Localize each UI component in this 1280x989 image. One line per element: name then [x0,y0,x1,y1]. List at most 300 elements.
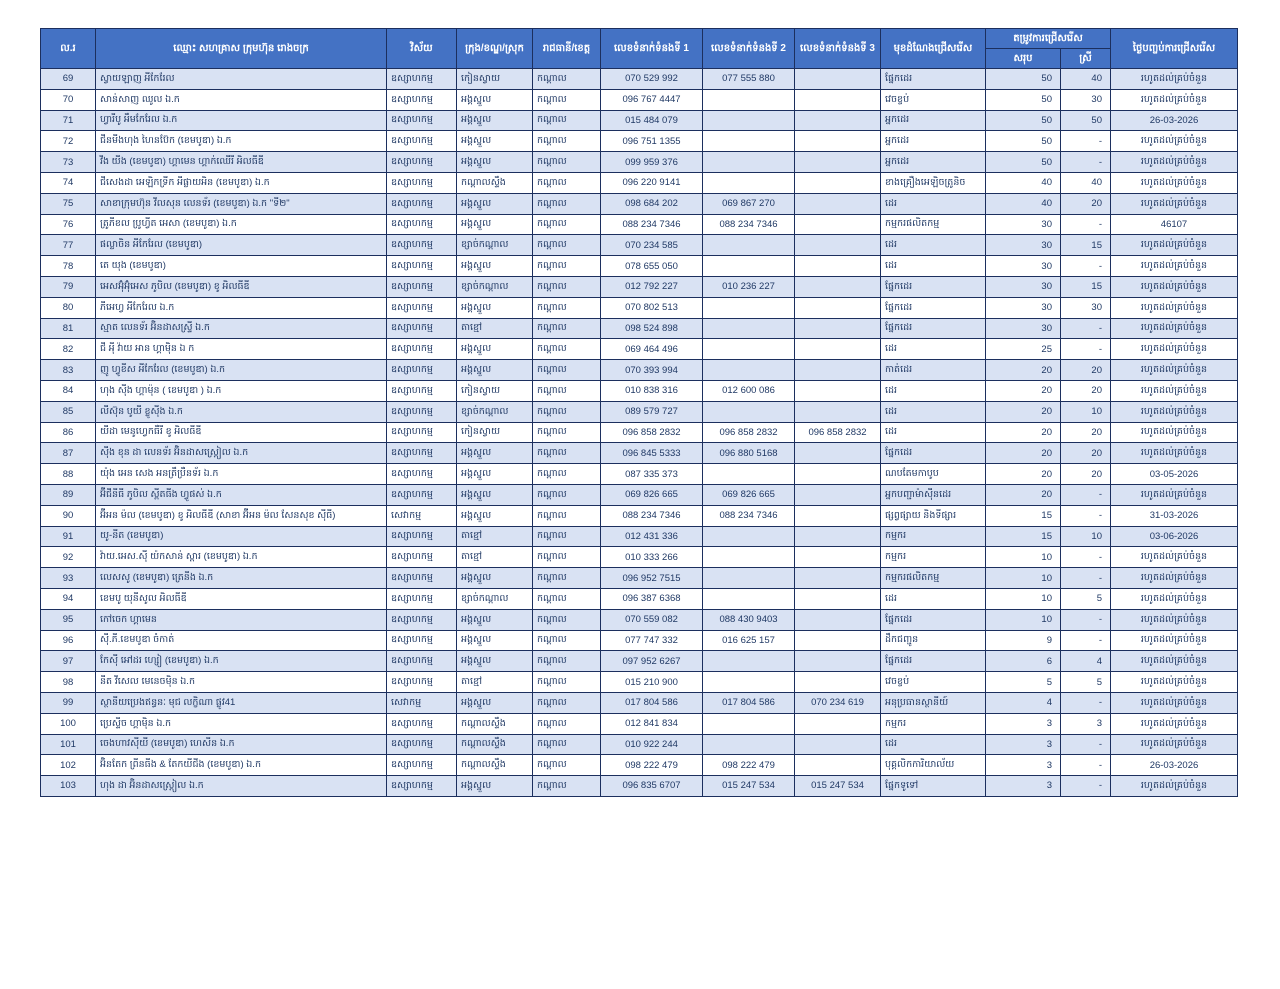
cell-need_total: 10 [986,547,1061,568]
cell-province: កណ្តាល [533,630,601,651]
cell-district: តាខ្មៅ [457,547,533,568]
cell-province: កណ្តាល [533,526,601,547]
cell-name: យ៉ុង អេន សេង អនត្រឹប្រឺនទ័រ ឯ.ក [96,464,387,485]
cell-end_date: រហូតដល់គ្រប់ចំនួន [1111,256,1238,277]
cell-name: ប្រេស្ទីច ហ្គាម៉ិន ឯ.ក [96,713,387,734]
cell-sector: ឧស្សាហកម្ម [387,380,457,401]
cell-tel3 [795,401,881,422]
table-row [41,713,1238,734]
cell-need_total: 30 [986,318,1061,339]
recruitment-table [40,28,1238,797]
cell-name: វីង យីង (ខេមបូឌា) ហ្គាមេន ហ្គាក់ឈើរី អិលធីឌី [96,152,387,173]
cell-position: កម្មករ [881,547,986,568]
cell-province: កណ្តាល [533,172,601,193]
table-row [41,422,1238,443]
table-row [41,505,1238,526]
cell-end_date: រហូតដល់គ្រប់ចំនួន [1111,568,1238,589]
cell-district: អង្គស្នួល [457,110,533,131]
cell-end_date: រហូតដល់គ្រប់ចំនួន [1111,672,1238,693]
cell-tel3 [795,484,881,505]
cell-no: 81 [41,318,96,339]
cell-no: 75 [41,193,96,214]
cell-position: ខាងគ្រឿងអេឡិចត្រូនិច [881,172,986,193]
cell-tel2: 069 826 665 [703,484,795,505]
cell-tel3 [795,380,881,401]
cell-end_date: 26-03-2026 [1111,755,1238,776]
cell-end_date: រហូតដល់គ្រប់ចំនួន [1111,69,1238,90]
cell-tel3 [795,235,881,256]
cell-tel1: 098 524 898 [601,318,703,339]
cell-position: ផ្សព្វផ្សាយ និងទីផ្សារ [881,505,986,526]
cell-sector: សេវាកម្ម [387,505,457,526]
cell-position: កម្មករផលិតកម្ម [881,568,986,589]
cell-need_female: - [1061,318,1111,339]
cell-province: កណ្តាល [533,193,601,214]
cell-name: យូ-នីត (ខេមបូឌា) [96,526,387,547]
cell-position: កម្មករផលិតកម្ម [881,214,986,235]
cell-district: ខ្សាច់កណ្តាល [457,276,533,297]
cell-name: អេសអ៊ុំអ៊ុំអេស ភូបិល (ខេមបូឌា) ខូ អិលធីឌី [96,276,387,297]
cell-position: វេចខ្ចប់ [881,89,986,110]
cell-district: អង្គស្នួល [457,568,533,589]
cell-tel2 [703,256,795,277]
cell-position: អ្នកបញ្ជាម៉ាស៊ីនដេរ [881,484,986,505]
cell-need_total: 20 [986,443,1061,464]
cell-need_female: - [1061,609,1111,630]
cell-name: អ៊ីជីនីធី ភូបិល ស្ពីតធីង ហ្វូផស់ ឯ.ក [96,484,387,505]
cell-need_total: 20 [986,484,1061,505]
cell-district: អង្គស្នួល [457,131,533,152]
table-row [41,401,1238,422]
cell-tel3 [795,588,881,609]
cell-district: តាខ្មៅ [457,672,533,693]
table-row [41,443,1238,464]
table-row [41,380,1238,401]
cell-position: វេចខ្ចប់ [881,672,986,693]
cell-name: ត្រូភីខល ប្រូហ្វីត អេសា (ខេមបូឌា) ឯ.ក [96,214,387,235]
table-row [41,526,1238,547]
cell-tel1: 070 802 513 [601,297,703,318]
cell-province: កណ្តាល [533,588,601,609]
table-row [41,193,1238,214]
cell-sector: ឧស្សាហកម្ម [387,422,457,443]
cell-need_total: 50 [986,69,1061,90]
cell-name: វ៉ាយ.អេស.សុី យ៉កសាន់ ស្ពារ (ខេមបូឌា) ឯ.ក [96,547,387,568]
cell-end_date: រហូតដល់គ្រប់ចំនួន [1111,276,1238,297]
cell-district: កណ្តាលស្ទឹង [457,713,533,734]
cell-need_total: 30 [986,214,1061,235]
cell-no: 95 [41,609,96,630]
cell-tel1: 096 835 6707 [601,776,703,797]
cell-need_female: 20 [1061,380,1111,401]
cell-tel1: 010 838 316 [601,380,703,401]
cell-need_total: 4 [986,692,1061,713]
cell-end_date: 31-03-2026 [1111,505,1238,526]
cell-need_total: 3 [986,713,1061,734]
cell-no: 72 [41,131,96,152]
cell-no: 76 [41,214,96,235]
cell-tel3: 015 247 534 [795,776,881,797]
cell-end_date: រហូតដល់គ្រប់ចំនួន [1111,318,1238,339]
cell-end_date: រហូតដល់គ្រប់ចំនួន [1111,484,1238,505]
cell-sector: ឧស្សាហកម្ម [387,734,457,755]
cell-position: កម្មករ [881,713,986,734]
table-row [41,89,1238,110]
cell-tel2: 012 600 086 [703,380,795,401]
cell-sector: ឧស្សាហកម្ម [387,152,457,173]
cell-tel2 [703,464,795,485]
cell-province: កណ្តាល [533,651,601,672]
cell-need_female: 20 [1061,360,1111,381]
cell-end_date: រហូតដល់គ្រប់ចំនួន [1111,339,1238,360]
cell-need_female: - [1061,568,1111,589]
cell-end_date: 03-06-2026 [1111,526,1238,547]
table-row [41,152,1238,173]
cell-tel2: 088 234 7346 [703,505,795,526]
cell-tel1: 088 234 7346 [601,214,703,235]
cell-name: សាខាក្រុមហ៊ុន វីលសុន លេនទ័រ (ខេមបូឌា) ឯ.ក "ទី២" [96,193,387,214]
cell-name: ស្ថានីយប្រេងឥន្ធនៈ មុជ លក្ខិណា ផ្លូវ41 [96,692,387,713]
table-row [41,776,1238,797]
cell-need_total: 40 [986,172,1061,193]
cell-sector: ឧស្សាហកម្ម [387,547,457,568]
cell-province: កណ្តាល [533,464,601,485]
cell-need_total: 25 [986,339,1061,360]
cell-end_date: រហូតដល់គ្រប់ចំនួន [1111,235,1238,256]
cell-end_date: រហូតដល់គ្រប់ចំនួន [1111,401,1238,422]
cell-no: 74 [41,172,96,193]
cell-sector: ឧស្សាហកម្ម [387,672,457,693]
cell-need_total: 30 [986,297,1061,318]
cell-tel1: 012 792 227 [601,276,703,297]
cell-no: 102 [41,755,96,776]
cell-position: ដេរ [881,401,986,422]
cell-tel2: 077 555 880 [703,69,795,90]
cell-tel2 [703,672,795,693]
table-row [41,318,1238,339]
cell-district: កណ្តាលស្ទឹង [457,172,533,193]
cell-province: កណ្តាល [533,297,601,318]
table-row [41,651,1238,672]
cell-need_female: 10 [1061,401,1111,422]
cell-tel2 [703,318,795,339]
cell-tel3 [795,360,881,381]
cell-need_total: 20 [986,360,1061,381]
cell-end_date: រហូតដល់គ្រប់ចំនួន [1111,547,1238,568]
cell-district: ខ្សាច់កណ្តាល [457,401,533,422]
cell-tel2 [703,89,795,110]
cell-position: ដឹកជញ្ជូន [881,630,986,651]
cell-need_total: 3 [986,734,1061,755]
cell-need_female: 50 [1061,110,1111,131]
cell-province: កណ្តាល [533,89,601,110]
table-row [41,172,1238,193]
cell-tel3 [795,297,881,318]
cell-tel3 [795,214,881,235]
cell-name: ផល្លាចិន អីកែរែល (ខេមបូឌា) [96,235,387,256]
cell-name: ចេងហាវស៊ីយី (ខេមបូឌា) ហេសីន ឯ.ក [96,734,387,755]
cell-tel3 [795,69,881,90]
cell-no: 92 [41,547,96,568]
cell-position: ផ្នែកដេរ [881,69,986,90]
cell-name: ជីសេងដា អេឡិកទ្រីក អីផ្លាយអិន (ខេមបូឌា) ឯ.ក [96,172,387,193]
cell-position: ដេរ [881,588,986,609]
cell-district: អង្គស្នួល [457,464,533,485]
cell-tel1: 096 387 6368 [601,588,703,609]
cell-district: អង្គស្នួល [457,505,533,526]
cell-name: ជីនមីងហុង ហៃនប៊ែក (ខេមបូឌា) ឯ.ក [96,131,387,152]
cell-province: កណ្តាល [533,235,601,256]
cell-tel1: 017 804 586 [601,692,703,713]
cell-tel2: 015 247 534 [703,776,795,797]
cell-position: អ្នកដេរ [881,131,986,152]
cell-position: បុគ្គលិកការិយាល័យ [881,755,986,776]
header-need: តម្រូវការជ្រើសរើស [986,29,1111,49]
cell-district: អង្គស្នួល [457,651,533,672]
cell-name: អ៊ិនតែក ព្រីនធីង & តែកយីជីង (ខេមបូឌា) ឯ.ក [96,755,387,776]
cell-tel3 [795,672,881,693]
cell-tel3 [795,443,881,464]
table-row [41,214,1238,235]
cell-need_female: - [1061,484,1111,505]
cell-no: 79 [41,276,96,297]
table-row [41,547,1238,568]
table-row [41,568,1238,589]
cell-tel2: 016 625 157 [703,630,795,651]
cell-tel1: 070 393 994 [601,360,703,381]
cell-position: ផ្នែកដេរ [881,651,986,672]
cell-tel1: 070 559 082 [601,609,703,630]
cell-province: កណ្តាល [533,484,601,505]
cell-sector: ឧស្សាហកម្ម [387,172,457,193]
cell-district: កៀនស្វាយ [457,380,533,401]
cell-no: 86 [41,422,96,443]
cell-no: 94 [41,588,96,609]
cell-tel1: 010 922 244 [601,734,703,755]
table-row [41,256,1238,277]
cell-district: កណ្តាលស្ទឹង [457,755,533,776]
cell-sector: ឧស្សាហកម្ម [387,214,457,235]
cell-tel1: 098 222 479 [601,755,703,776]
header-need-total: សរុប [986,49,1061,69]
cell-tel2: 088 430 9403 [703,609,795,630]
cell-need_female: 15 [1061,276,1111,297]
cell-tel2 [703,131,795,152]
cell-sector: ឧស្សាហកម្ម [387,401,457,422]
cell-sector: ឧស្សាហកម្ម [387,443,457,464]
cell-need_female: 4 [1061,651,1111,672]
cell-no: 93 [41,568,96,589]
cell-district: អង្គស្នួល [457,297,533,318]
cell-tel2 [703,401,795,422]
cell-need_female: 20 [1061,464,1111,485]
cell-tel1: 096 952 7515 [601,568,703,589]
header-company-name: ឈ្មោះ សហគ្រាស ក្រុមហ៊ុន រោងចក្រ [96,29,387,69]
cell-sector: ឧស្សាហកម្ម [387,276,457,297]
cell-tel1: 069 826 665 [601,484,703,505]
table-row [41,360,1238,381]
cell-need_total: 50 [986,131,1061,152]
cell-sector: ឧស្សាហកម្ម [387,651,457,672]
cell-need_female: 20 [1061,193,1111,214]
cell-tel2 [703,360,795,381]
cell-need_total: 10 [986,568,1061,589]
cell-no: 97 [41,651,96,672]
cell-province: កណ្តាល [533,422,601,443]
cell-tel1: 087 335 373 [601,464,703,485]
cell-sector: សេវាកម្ម [387,692,457,713]
cell-tel3 [795,172,881,193]
cell-position: ផ្នែកដេរ [881,443,986,464]
cell-need_total: 40 [986,193,1061,214]
cell-tel3 [795,152,881,173]
cell-position: ផ្នែកដេរ [881,297,986,318]
cell-tel1: 069 464 496 [601,339,703,360]
table-row [41,755,1238,776]
cell-name: នីត វីសេល មេនេចម៉ិន ឯ.ក [96,672,387,693]
cell-name: ខេមបូ យុនីសូល អិលធីឌី [96,588,387,609]
cell-need_total: 50 [986,110,1061,131]
cell-need_total: 15 [986,505,1061,526]
cell-end_date: 03-05-2026 [1111,464,1238,485]
cell-end_date: រហូតដល់គ្រប់ចំនួន [1111,422,1238,443]
cell-tel2 [703,235,795,256]
table-row [41,297,1238,318]
cell-tel2 [703,547,795,568]
cell-end_date: រហូតដល់គ្រប់ចំនួន [1111,172,1238,193]
cell-name: ស្វាយឡាញ អីកែរែល [96,69,387,90]
cell-sector: ឧស្សាហកម្ម [387,360,457,381]
cell-province: កណ្តាល [533,380,601,401]
cell-sector: ឧស្សាហកម្ម [387,235,457,256]
cell-need_female: 3 [1061,713,1111,734]
cell-end_date: រហូតដល់គ្រប់ចំនួន [1111,588,1238,609]
header-province: រាជធានី/ខេត្ត [533,29,601,69]
cell-position: ផ្នែកដេរ [881,609,986,630]
cell-province: កណ្តាល [533,339,601,360]
cell-end_date: រហូតដល់គ្រប់ចំនួន [1111,131,1238,152]
cell-tel1: 070 234 585 [601,235,703,256]
cell-district: តាខ្មៅ [457,318,533,339]
cell-sector: ឧស្សាហកម្ម [387,193,457,214]
cell-tel3 [795,276,881,297]
cell-no: 84 [41,380,96,401]
cell-tel3 [795,318,881,339]
table-row [41,588,1238,609]
cell-sector: ឧស្សាហកម្ម [387,131,457,152]
cell-district: អង្គស្នួល [457,256,533,277]
cell-district: អង្គស្នួល [457,692,533,713]
cell-tel2 [703,568,795,589]
table-body [41,69,1238,797]
header-no: ល.រ [41,29,96,69]
cell-tel2 [703,152,795,173]
cell-sector: ឧស្សាហកម្ម [387,630,457,651]
cell-name: ហុង ដា អ៊ិនដាសស្រ្តៀល ឯ.ក [96,776,387,797]
cell-position: ដេរ [881,339,986,360]
cell-no: 89 [41,484,96,505]
cell-no: 100 [41,713,96,734]
cell-name: តេ យុង (ខេមបូឌា) [96,256,387,277]
cell-tel3 [795,713,881,734]
cell-province: កណ្តាល [533,401,601,422]
cell-tel2: 096 858 2832 [703,422,795,443]
cell-end_date: រហូតដល់គ្រប់ចំនួន [1111,609,1238,630]
cell-need_total: 20 [986,401,1061,422]
cell-need_female: 20 [1061,422,1111,443]
cell-province: កណ្តាល [533,443,601,464]
cell-end_date: រហូតដល់គ្រប់ចំនួន [1111,713,1238,734]
cell-sector: ឧស្សាហកម្ម [387,609,457,630]
cell-need_female: - [1061,131,1111,152]
cell-no: 96 [41,630,96,651]
cell-position: ដេរ [881,235,986,256]
cell-name: ហុង ស៊ីង ហ្គាម៉ុន ( ខេមបូឌា ) ឯ.ក [96,380,387,401]
cell-need_total: 10 [986,588,1061,609]
cell-need_female: - [1061,152,1111,173]
cell-tel2: 088 234 7346 [703,214,795,235]
cell-tel3 [795,547,881,568]
header-end-date: ថ្ងៃបញ្ចប់ការជ្រើសរើស [1111,29,1238,69]
cell-tel3 [795,526,881,547]
cell-sector: ឧស្សាហកម្ម [387,256,457,277]
cell-need_total: 30 [986,276,1061,297]
cell-need_female: - [1061,776,1111,797]
cell-need_female: 20 [1061,443,1111,464]
cell-no: 87 [41,443,96,464]
cell-no: 99 [41,692,96,713]
cell-sector: ឧស្សាហកម្ម [387,297,457,318]
cell-name: លីស៊ុន បូយី ខ្លូស៊ីង ឯ.ក [96,401,387,422]
cell-tel2: 010 236 227 [703,276,795,297]
cell-tel2 [703,651,795,672]
cell-end_date: រហូតដល់គ្រប់ចំនួន [1111,443,1238,464]
cell-position: ដេរ [881,256,986,277]
header-need-female: ស្រី [1061,49,1111,69]
cell-district: កៀនស្វាយ [457,422,533,443]
cell-tel3 [795,755,881,776]
header-district: ក្រុង/ខណ្ឌ/ស្រុក [457,29,533,69]
cell-tel3 [795,89,881,110]
cell-end_date: រហូតដល់គ្រប់ចំនួន [1111,152,1238,173]
cell-need_female: - [1061,547,1111,568]
cell-end_date: រហូតដល់គ្រប់ចំនួន [1111,776,1238,797]
cell-tel3: 096 858 2832 [795,422,881,443]
table-row [41,110,1238,131]
cell-tel3 [795,131,881,152]
cell-end_date: រហូតដល់គ្រប់ចំនួន [1111,630,1238,651]
cell-need_total: 15 [986,526,1061,547]
table-row [41,131,1238,152]
header-position: មុខដំណែងជ្រើសរើស [881,29,986,69]
cell-sector: ឧស្សាហកម្ម [387,755,457,776]
cell-tel3 [795,256,881,277]
cell-end_date: រហូតដល់គ្រប់ចំនួន [1111,692,1238,713]
cell-district: កណ្តាលស្ទឹង [457,734,533,755]
header-tel3: លេខទំនាក់ទំនងទី 3 [795,29,881,69]
cell-tel3 [795,339,881,360]
header-sector: វិស័យ [387,29,457,69]
cell-province: កណ្តាល [533,214,601,235]
cell-position: ផ្នែកដេរ [881,276,986,297]
cell-need_female: 5 [1061,588,1111,609]
cell-tel1: 012 431 336 [601,526,703,547]
cell-need_female: 30 [1061,89,1111,110]
cell-district: អង្គស្នួល [457,193,533,214]
cell-no: 73 [41,152,96,173]
cell-tel2: 017 804 586 [703,692,795,713]
cell-district: អង្គស្នួល [457,89,533,110]
